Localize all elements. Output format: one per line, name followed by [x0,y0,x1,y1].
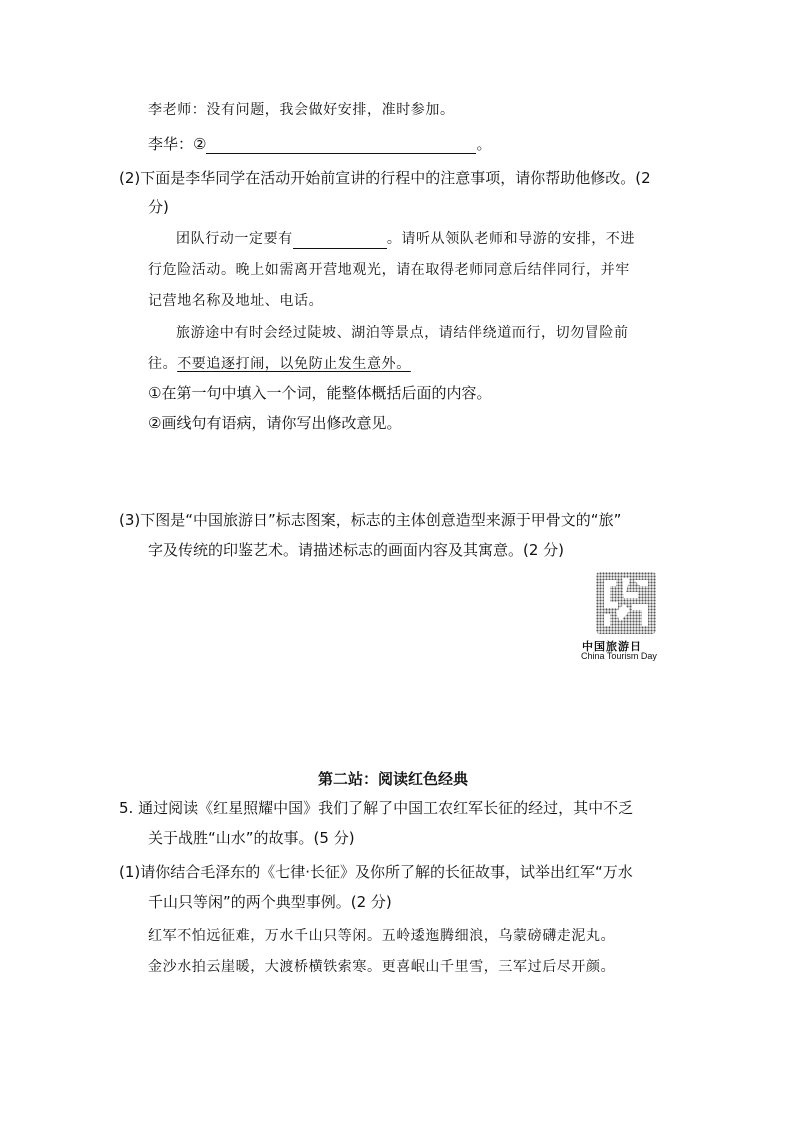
q5-sub1-line2: 千山只等闲”的两个典型事例。(2 分) [148,893,392,911]
q2-fill-blank [293,232,387,249]
q2-prompt-line1: (2)下面是李华同学在活动开始前宣讲的行程中的注意事项，请你帮助他修改。(2 [119,169,651,187]
q2-para1-text-after: 。请听从领队老师和导游的安排，不进 [386,231,636,247]
q2-para2-line2 [148,354,411,374]
station2-heading: 第二站：阅读红色经典 [318,770,469,788]
q2-para2-prefix: 往。 [148,356,178,372]
q5-line1: 5. 通过阅读《红星照耀中国》我们了解了中国工农红军长征的经过，其中不乏 [119,799,634,817]
poem-line1: 红军不怕远征难，万水千山只等闲。五岭逶迤腾细浪，乌蒙磅礴走泥丸。 [148,928,616,944]
q2-sub2: ②画线句有语病，请你写出修改意见。 [148,414,402,432]
logo-chinese-text: 中国旅游日 [582,640,642,653]
q3-prompt-line2: 字及传统的印鉴艺术。请描述标志的画面内容及其寓意。(2 分) [148,541,565,559]
lihua-label: 李华：② [148,135,207,153]
teacher-reply-line: 李老师：没有问题，我会做好安排，准时参加。 [148,102,455,118]
q2-para1-text-before: 团队行动一定要有 [176,231,293,247]
tourism-seal-icon [596,572,656,634]
q5-line2: 关于战胜“山水”的故事。(5 分) [148,829,355,847]
q2-para1-line2: 行危险活动。晚上如需离开营地观光，请在取得老师同意后结伴同行，并牢 [148,262,630,278]
q2-sub1: ①在第一句中填入一个词，能整体概括后面的内容。 [148,384,492,402]
q2-para1-line3: 记营地名称及地址、电话。 [148,293,324,309]
q3-prompt-line1: (3)下图是“中国旅游日”标志图案，标志的主体创意造型来源于甲骨文的“旅” [119,511,622,529]
q2-para2-line1: 旅游途中有时会经过陡坡、湖泊等景点，请结伴绕道而行，切勿冒险前 [176,325,629,341]
answer-blank-2 [206,137,476,154]
q2-prompt-line2: 分) [148,198,169,216]
q2-underlined-sentence: 不要追逐打闹，以免防止发生意外。 [177,356,411,372]
q2-para1-line1 [176,229,635,249]
q5-sub1-line1: (1)请你结合毛泽东的《七律·长征》及你所了解的长征故事，试举出红军“万水 [119,863,633,881]
lihua-answer-line [148,134,491,154]
lihua-period: 。 [476,135,492,153]
logo-english-text: China Tourism Day [581,651,657,661]
poem-line2: 金沙水拍云崖暖，大渡桥横铁索寒。更喜岷山千里雪，三军过后尽开颜。 [148,959,616,975]
china-tourism-day-logo [578,572,674,662]
